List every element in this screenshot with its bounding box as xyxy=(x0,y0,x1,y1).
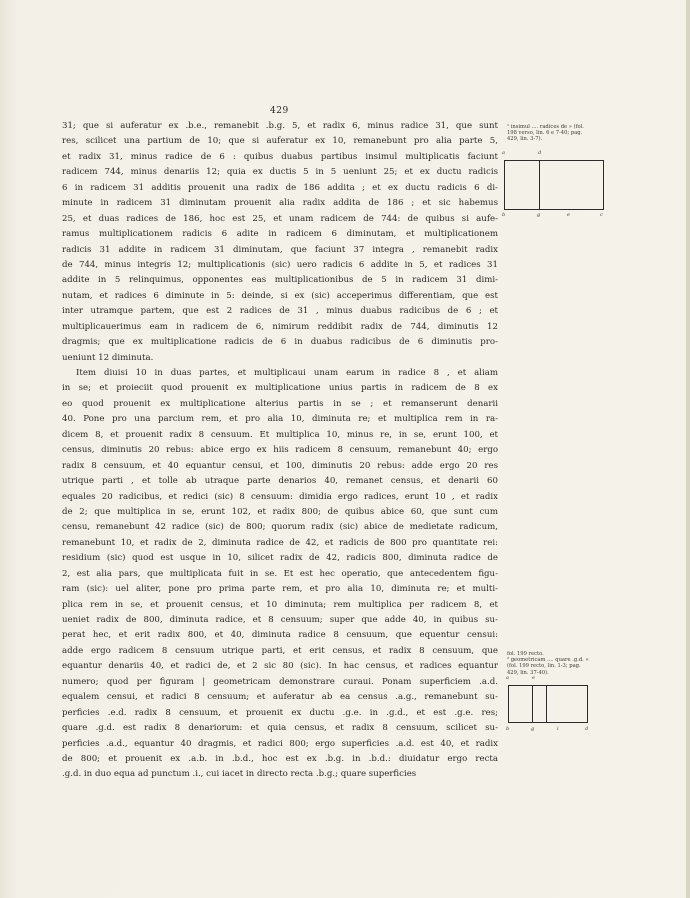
note-line: 198 verso, lin. 6 e 7-40; pag. xyxy=(507,130,583,137)
text-line: 6 in radicem 31 additis prouenit una radix de 186 addita ; et ex ductu radicis 6 di- xyxy=(62,182,498,193)
text-line: 25, et duas radices de 186, hoc est 25, et unam radicem de 744: de quibus si aufe- xyxy=(62,213,498,224)
text-line: .g.d. in duo equa ad punctum .i., cui iacet in directo recta .b.g.; quare superficies xyxy=(62,769,417,780)
text-line: radix 8 censuum, et 40 equantur censui, et 100, diminutis 20 rebus: adde ergo 20 res xyxy=(62,460,498,471)
text-line: et radix 31, minus radice de 6 : quibus duabus partibus insimul multiplicatis faciunt xyxy=(62,151,498,162)
text-line: de 2; que multiplica in se, erunt 102, et radix 800; de quibus abice 60, que sunt cum xyxy=(62,506,498,517)
text-line: remanebunt 10, et radix de 2, diminuta radice de 42, et radicis de 800 pro quantitate rei: xyxy=(62,537,498,548)
text-line: equales 20 radicibus, et redici (sic) 8 censuum: dimidia ergo radices, erunt 10 , et radix xyxy=(62,491,498,502)
figure-2-label-b: b xyxy=(506,726,510,732)
note-line: 429, lin. 3-7). xyxy=(507,136,543,143)
text-line: plica rem in se, et prouenit census, et 10 diminuta; rem multiplica per radicem 8, et xyxy=(62,599,498,610)
figure-2-label-a: a xyxy=(506,675,509,681)
text-line: 2, est alia pars, que multiplicata fuit in se. Et est hec operatio, que antecedentem figu- xyxy=(62,568,498,579)
text-line: ueniunt 12 diminuta. xyxy=(62,352,154,363)
text-line: res, scilicet una partium de 10; que si auferatur ex 10, remanebunt pro alia parte 5, xyxy=(62,136,498,147)
note-line: (fol. 199 recto, lin. 1-3; pag. xyxy=(507,663,581,670)
figure-2-outer-rect xyxy=(508,685,588,723)
text-line: perat hec, et erit radix 800, et 40, diminuta radice 8 censuum, que equentur censui: xyxy=(62,630,498,641)
text-line: utrique parti , et tolle ab utraque parte denarios 40, remanet census, et denarii 60 xyxy=(62,476,498,487)
page-number: 429 xyxy=(270,106,289,116)
figure-1-label-a: a xyxy=(502,150,505,156)
text-line: radicem 744, minus denariis 12; quia ex ductis 5 in 5 ueniunt 25; et ex ductu radicis xyxy=(62,167,498,178)
text-line: ram (sic): uel aliter, pone pro prima parte rem, et pro alia 10, diminuta re; et multi- xyxy=(62,584,498,595)
figure-2-label-g: g xyxy=(531,726,535,732)
text-line: in se; et proieciit quod prouenit ex multiplicatione unius partis in radicem de 8 ex xyxy=(62,383,498,394)
geometric-figure-2 xyxy=(505,675,591,735)
main-text-block xyxy=(62,119,498,783)
marginal-note-1 xyxy=(507,124,622,143)
figure-1-outer-rect xyxy=(504,160,604,210)
text-line: minute in radicem 31 diminutam prouenit alia radix addita de 186 ; et sic habemus xyxy=(62,198,498,209)
text-line: dicem 8, et prouenit radix 8 censuum. Et multiplica 10, minus re, in se, erunt 100, et xyxy=(62,429,498,440)
text-line: 31; que si auferatur ex .b.e., remanebit .b.g. 5, et radix 6, minus radice 31, que sunt xyxy=(62,121,498,131)
note-line: fol. 199 recto. xyxy=(507,651,544,657)
text-line: quare .g.d. est radix 8 denariorum: et quia census, et radix 8 censuum, scilicet su- xyxy=(62,723,498,734)
note-line: ¹ insimul .... radices de » (fol. xyxy=(507,124,584,130)
text-line: radicis 31 addite in radicem 31 diminutam, que faciunt 37 integra , remanebit radix xyxy=(62,244,498,255)
figure-1-label-g: g xyxy=(537,212,541,218)
text-line: inter utramque partem, que est 2 radices de 31 , minus duabus radicibus de 6 ; et xyxy=(62,306,498,317)
text-line: ramus multiplicationem radicis 6 adite in radicem 6 diminutam, et multiplicationem xyxy=(62,229,498,240)
text-line: ueniet radix de 800, diminuta radice, et 8 censuum; super que adde 40, in quibus su- xyxy=(62,615,498,625)
figure-1-label-e: e xyxy=(567,212,570,218)
note-line: 429, lin. 37-40). xyxy=(507,669,549,676)
figure-1-label-b: b xyxy=(502,212,506,218)
text-line: numero; quod per figuram | geometricam demonstrare curaui. Ponam superficiem .a.d. xyxy=(62,676,498,687)
text-line: censu, remanebunt 42 radice (sic) de 800; quorum radix (sic) abice de medietate radicum, xyxy=(62,522,498,533)
text-line: 40. Pone pro una parcium rem, et pro alia 10, diminuta re; et multiplica rem in ra- xyxy=(62,414,498,425)
text-line: equalem censui, et radici 8 censuum; et auferatur ab ea census .a.g., remanebunt su- xyxy=(62,692,498,703)
text-line: equantur denariis 40, et radici de, et 2 sic 80 (sic). In hac census, et radices equantur xyxy=(62,661,498,672)
text-line: de 744, minus integris 12; multiplicationis (sic) uero radicis 6 addite in 5, et radices 31 xyxy=(62,259,498,270)
text-line: perficies .e.d. radix 8 censuum, et prouenit ex ductu .g.e. in .g.d., et est .g.e. res; xyxy=(62,707,498,718)
text-line: eo quod prouenit ex multiplicatione alterius partis in se ; et remanserunt denarii xyxy=(62,398,498,409)
figure-2-divider-2 xyxy=(546,685,547,723)
figure-1-label-d: d xyxy=(538,150,542,156)
figure-2-divider-1 xyxy=(532,685,533,723)
text-line: addite in 5 relinquimus, opponentes eas multiplicationibus de 5 in radicem 31 dimi- xyxy=(62,275,498,286)
text-line: nutam, et radices 6 diminute in 5: deinde, si ex (sic) acceperimus differentiam, que est xyxy=(62,290,498,301)
geometric-figure-1 xyxy=(499,150,611,222)
text-line: multiplicauerimus eam in radicem de 6, nimirum reddibit radix de 744, diminutis 12 xyxy=(62,321,498,332)
text-line: residium (sic) quod est usque in 10, silicet radix de 42, radicis 800, diminuta radice de xyxy=(62,553,498,564)
figure-2-label-e: e xyxy=(532,675,535,681)
figure-2-label-d: d xyxy=(585,726,589,732)
text-line: adde ergo radicem 8 censuum utrique parti, et erit census, et radix 8 censuum, que xyxy=(62,645,498,656)
figure-2-label-i: i xyxy=(557,726,559,732)
text-line: de 800; et prouenit ex .a.b. in .b.d., hoc est ex .b.g. in .b.d.: diuidatur ergo recta xyxy=(62,753,498,764)
text-line: Item diuisi 10 in duas partes, et multiplicaui unam earum in radice 8 , et aliam xyxy=(76,368,498,378)
note-line: ² geometricam .... quare .g.d. » xyxy=(507,657,589,664)
text-line: census, diminutis 20 rebus: abice ergo ex hiis radicem 8 censuum, remanebunt 40; ergo xyxy=(62,445,498,456)
text-line: perficies .a.d., equantur 40 dragmis, et radici 800; ergo superficies .a.d. est 40, et radix xyxy=(62,738,498,749)
text-line: dragmis; que ex multiplicatione radicis de 6 in duabus radicibus de 6 diminutis pro- xyxy=(62,337,498,348)
marginal-note-2 xyxy=(507,651,619,676)
page-edge xyxy=(686,0,690,898)
figure-1-divider xyxy=(539,160,540,210)
figure-1-label-c: c xyxy=(600,212,603,218)
